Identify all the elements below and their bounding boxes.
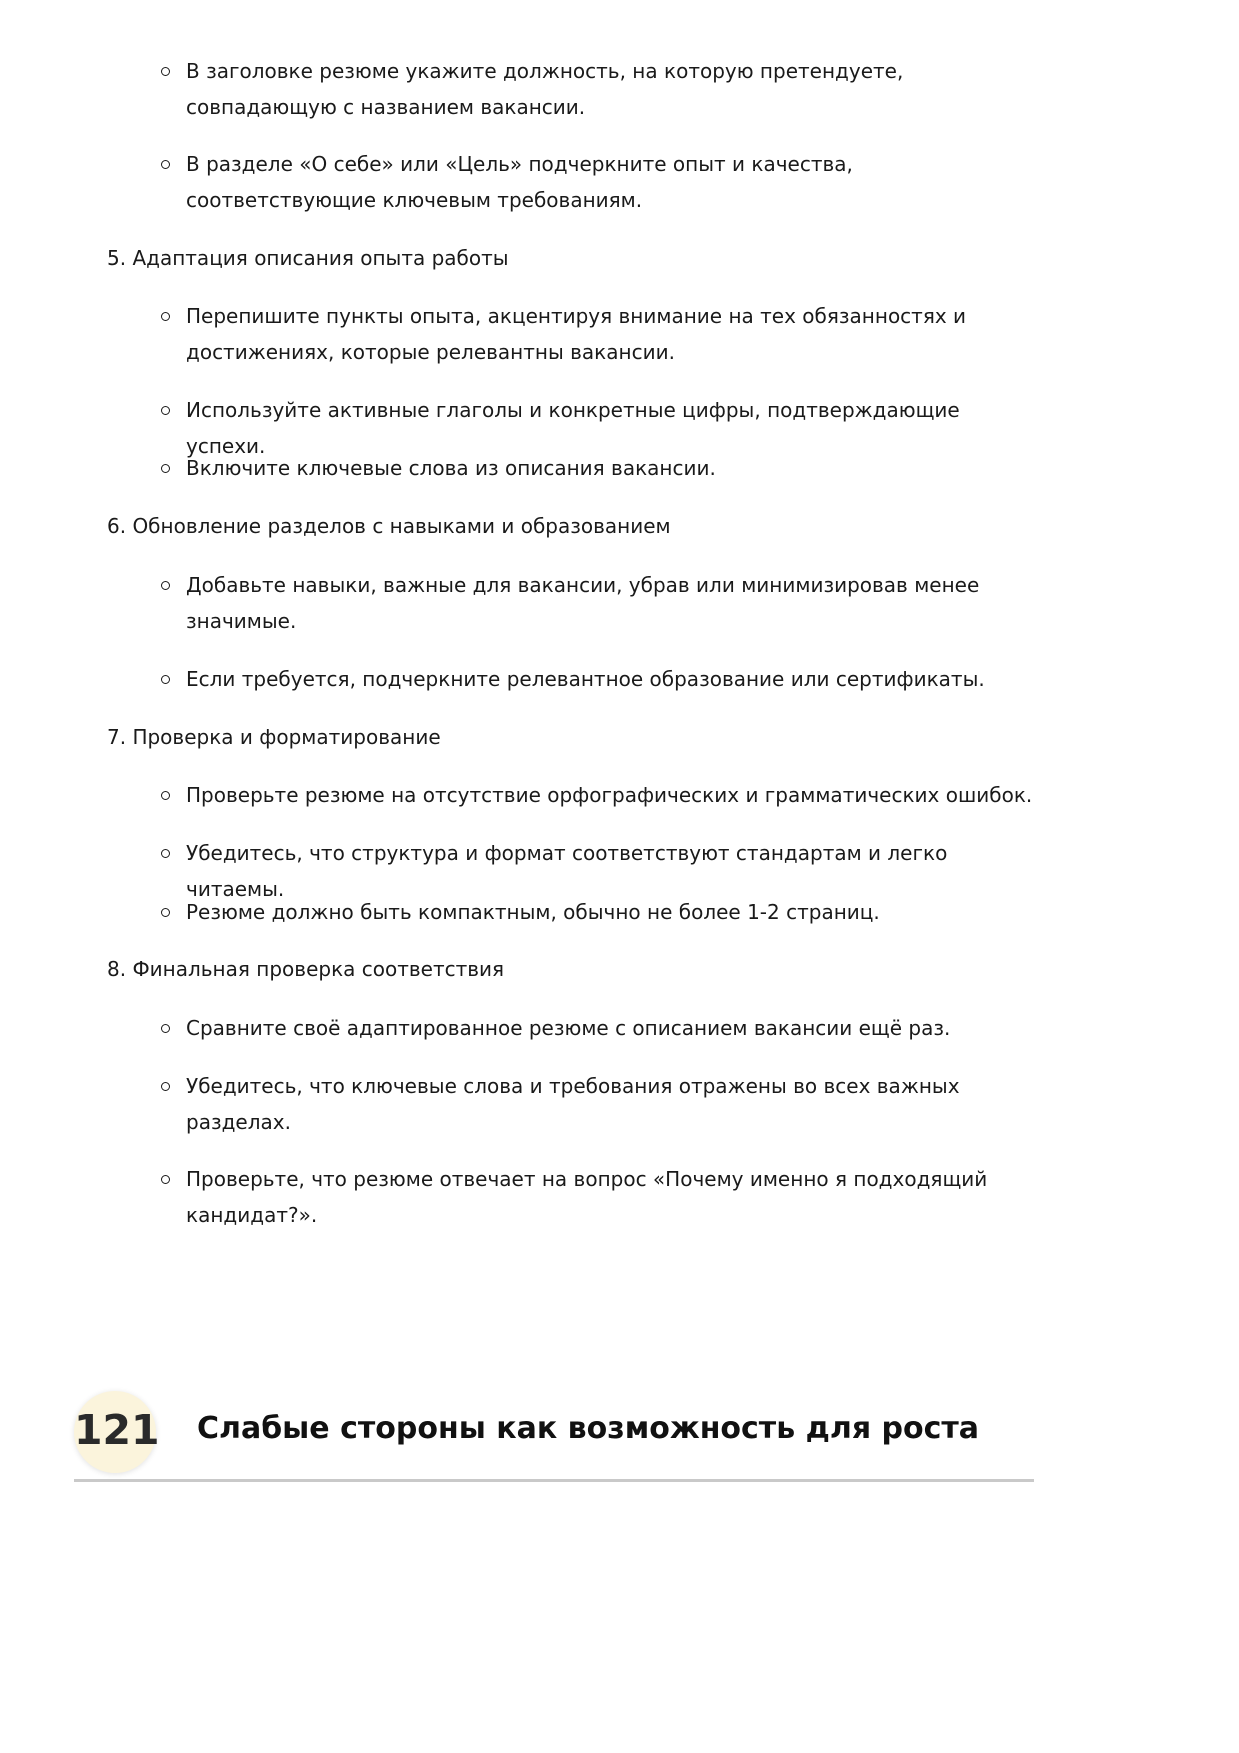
chapter-title: Слабые стороны как возможность для роста: [197, 1411, 980, 1446]
list-item: Убедитесь, что ключевые слова и требования отражены во всех важных разделах.: [186, 1068, 1036, 1140]
list-item: Проверьте, что резюме отвечает на вопрос «Почему именно я подходящий кандидат?».: [186, 1161, 1036, 1233]
step-heading: 8. Финальная проверка соответствия: [107, 957, 505, 981]
step-heading: 7. Проверка и форматирование: [107, 725, 441, 749]
list-item: Добавьте навыки, важные для вакансии, убрав или минимизировав менее значимые.: [186, 567, 1036, 639]
page-number: 121: [74, 1406, 160, 1454]
list-item: Резюме должно быть компактным, обычно не более 1-2 страниц.: [186, 894, 1036, 930]
step-heading: 5. Адаптация описания опыта работы: [107, 246, 509, 270]
list-item: Если требуется, подчеркните релевантное образование или сертификаты.: [186, 661, 1036, 697]
list-item: Перепишите пункты опыта, акцентируя внимание на тех обязанностях и достижениях, которые релевантны вакансии.: [186, 298, 1036, 370]
list-item: Включите ключевые слова из описания вакансии.: [186, 450, 1036, 486]
step-heading: 6. Обновление разделов с навыками и образованием: [107, 514, 671, 538]
list-item: Сравните своё адаптированное резюме с описанием вакансии ещё раз.: [186, 1010, 1036, 1046]
list-item: В разделе «О себе» или «Цель» подчеркните опыт и качества, соответствующие ключевым требованиям.: [186, 146, 1036, 218]
list-item: В заголовке резюме укажите должность, на которую претендуете, совпадающую с названием вакансии.: [186, 53, 1036, 125]
list-item: Проверьте резюме на отсутствие орфографических и грамматических ошибок.: [186, 777, 1036, 813]
list-item: Используйте активные глаголы и конкретные цифры, подтверждающие успехи.: [186, 392, 1036, 464]
footer-divider: [74, 1479, 1034, 1482]
list-item: Убедитесь, что структура и формат соответствуют стандартам и легко читаемы.: [186, 835, 1036, 907]
